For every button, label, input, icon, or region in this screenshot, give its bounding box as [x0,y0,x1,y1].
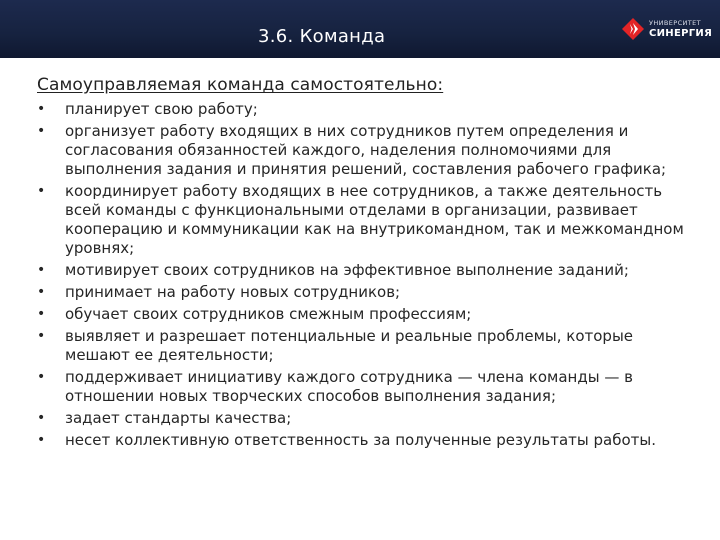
synergy-logo-icon [622,18,644,40]
list-item-text: организует работу входящих в них сотрудников путем определения и согласования обязанностей каждого, наделения полномочиями для выполнения задания и принятия решений, составления рабочего графика; [65,122,667,178]
list-item [37,100,687,119]
bullet-icon: • [37,262,46,278]
list-item-text: выявляет и разрешает потенциальные и реальные проблемы, которые мешают ее деятельности; [65,327,634,364]
bullet-icon: • [37,410,46,426]
slide-header [0,0,720,58]
logo-text [649,20,712,39]
list-item [37,409,687,428]
bullet-icon: • [37,123,46,139]
bullet-icon: • [37,369,46,385]
list-item-text: планирует свою работу; [65,100,258,118]
list-item [37,283,687,302]
bullet-icon: • [37,306,46,322]
university-logo [622,18,712,44]
bullet-icon: • [37,328,46,344]
list-item-text: несет коллективную ответственность за полученные результаты работы. [65,431,657,449]
list-item-text: принимает на работу новых сотрудников; [65,283,401,301]
list-item [37,182,687,258]
bullet-icon: • [37,101,46,117]
list-item-text: задает стандарты качества; [65,409,292,427]
slide-subtitle: Самоуправляемая команда самостоятельно: [37,75,444,95]
list-item-text: мотивирует своих сотрудников на эффективное выполнение заданий; [65,261,629,279]
list-item-text: координирует работу входящих в нее сотрудников, а также деятельность всей команды с функциональными отделами в организации, развивает кооперацию и коммуникации как на внутрикомандном, так и межкомандном уровнях; [65,182,684,257]
logo-university-label: УНИВЕРСИТЕТ [649,19,702,27]
list-item [37,305,687,324]
list-item [37,327,687,365]
bullet-icon: • [37,284,46,300]
list-item-text: поддерживает инициативу каждого сотрудника — члена команды — в отношении новых творческих способов выполнения задания; [65,368,633,405]
list-item [37,431,687,450]
list-item-text: обучает своих сотрудников смежным профессиям; [65,305,472,323]
logo-brand-name: СИНЕРГИЯ [649,27,713,39]
list-item [37,122,687,179]
list-item [37,368,687,406]
bullet-list [37,100,687,453]
list-item [37,261,687,280]
bullet-icon: • [37,183,46,199]
slide-title: 3.6. Команда [258,26,386,47]
bullet-icon: • [37,432,46,448]
